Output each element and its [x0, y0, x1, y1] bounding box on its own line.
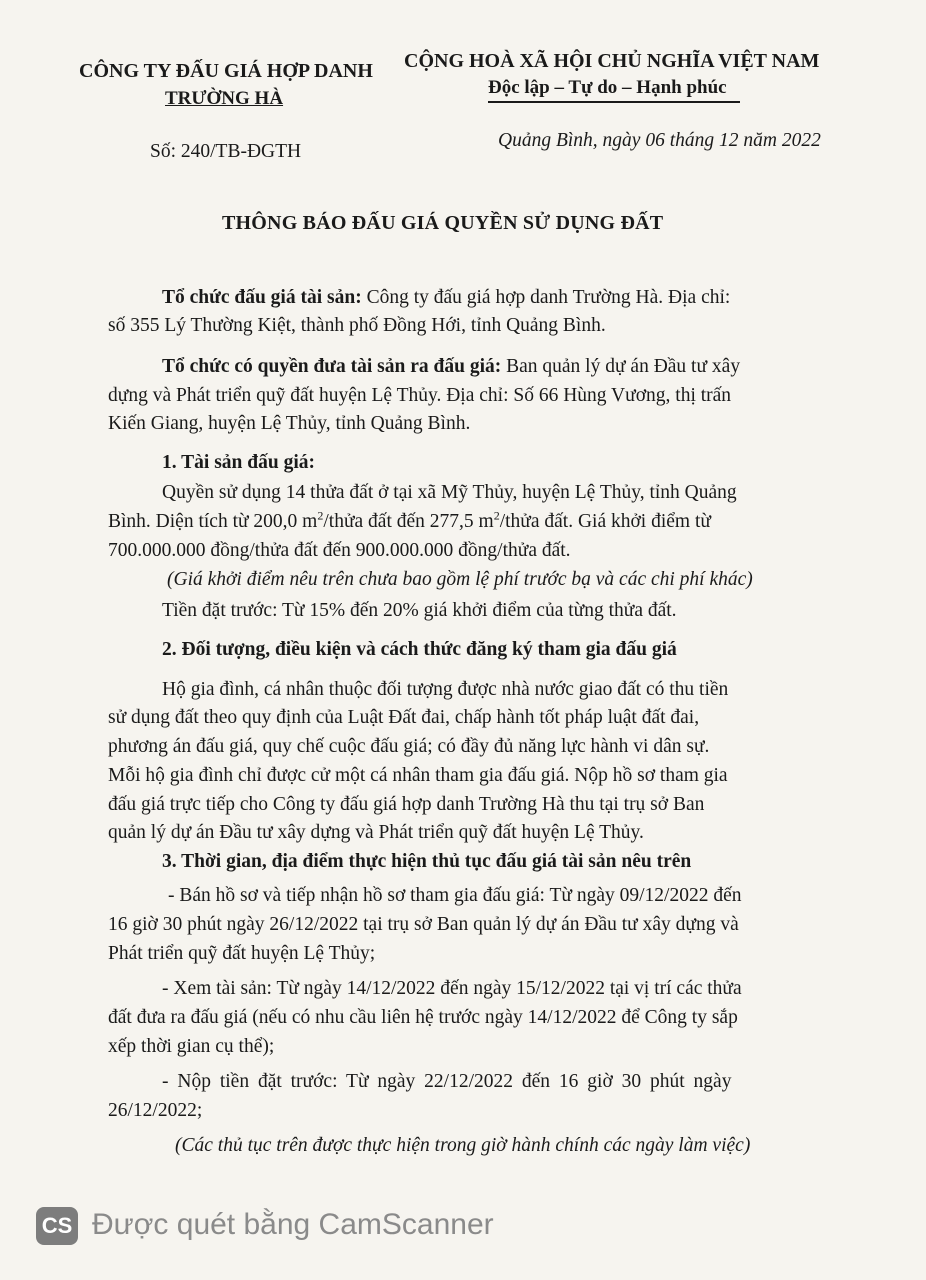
org-label: Tổ chức đấu giá tài sản: — [162, 287, 362, 308]
owner-line3: Kiến Giang, huyện Lệ Thủy, tỉnh Quảng Bình. — [108, 413, 471, 434]
section1-line1: Quyền sử dụng 14 thửa đất ở tại xã Mỹ Thủy, huyện Lệ Thủy, tỉnh Quảng — [162, 482, 737, 503]
section1-heading: 1. Tài sản đấu giá: — [162, 452, 315, 473]
section1-note: (Giá khởi điểm nêu trên chưa bao gồm lệ phí trước bạ và các chi phí khác) — [167, 569, 753, 590]
nation-title: CỘNG HOÀ XÃ HỘI CHỦ NGHĨA VIỆT NAM — [404, 50, 820, 72]
section1-deposit: Tiền đặt trước: Từ 15% đến 20% giá khởi điểm của từng thửa đất. — [162, 600, 677, 621]
section2-line: Mỗi hộ gia đình chỉ được cử một cá nhân tham gia đấu giá. Nộp hồ sơ tham gia — [108, 765, 728, 786]
org-line1-text: Công ty đấu giá hợp danh Trường Hà. Địa chỉ: — [361, 287, 731, 308]
owner-line1-text: Ban quản lý dự án Đầu tư xây — [501, 356, 741, 377]
place-date: Quảng Bình, ngày 06 tháng 12 năm 2022 — [498, 130, 821, 151]
section1-line2 — [108, 508, 711, 532]
owner-line2: dựng và Phát triển quỹ đất huyện Lệ Thủy. Địa chỉ: Số 66 Hùng Vương, thị trấn — [108, 385, 732, 406]
area-text-c: /thửa đất. Giá khởi điểm từ — [499, 511, 711, 532]
section2-line: đấu giá trực tiếp cho Công ty đấu giá hợp danh Trường Hà thu tại trụ sở Ban — [108, 794, 705, 815]
section2-line: quản lý dự án Đầu tư xây dựng và Phát triển quỹ đất huyện Lệ Thủy. — [108, 822, 644, 843]
section1-line3: 700.000.000 đồng/thửa đất đến 900.000.000 đồng/thửa đất. — [108, 540, 571, 561]
section3-item2-line: đất đưa ra đấu giá (nếu có nhu cầu liên hệ trước ngày 14/12/2022 để Công ty sắp — [108, 1007, 738, 1028]
section2-line: Hộ gia đình, cá nhân thuộc đối tượng được nhà nước giao đất có thu tiền — [162, 679, 729, 700]
area-text-b: /thửa đất đến 277,5 m — [323, 511, 494, 532]
section3-item3-line: 26/12/2022; — [108, 1100, 203, 1121]
section2-line: phương án đấu giá, quy chế cuộc đấu giá; có đầy đủ năng lực hành vi dân sự. — [108, 736, 710, 757]
area-sup-1: 2 — [317, 508, 324, 523]
org-line2: số 355 Lý Thường Kiệt, thành phố Đồng Hới, tỉnh Quảng Bình. — [108, 315, 606, 336]
motto-underline — [488, 101, 740, 103]
section3-item3-line: - Nộp tiền đặt trước: Từ ngày 22/12/2022 đến 16 giờ 30 phút ngày — [162, 1071, 732, 1092]
section2-line: sử dụng đất theo quy định của Luật Đất đai, chấp hành tốt pháp luật đất đai, — [108, 707, 700, 728]
area-text-a: Bình. Diện tích từ 200,0 m — [108, 511, 318, 532]
section2-heading: 2. Đối tượng, điều kiện và cách thức đăng ký tham gia đấu giá — [162, 639, 677, 660]
document-number: Số: 240/TB-ĐGTH — [150, 141, 302, 162]
nation-motto: Độc lập – Tự do – Hạnh phúc — [488, 77, 727, 98]
owner-label: Tổ chức có quyền đưa tài sản ra đấu giá: — [162, 356, 502, 377]
section3-item2-line: xếp thời gian cụ thể); — [108, 1036, 275, 1057]
camscanner-watermark-text: Được quét bằng CamScanner — [92, 1208, 494, 1241]
owner-line1 — [162, 357, 740, 377]
section3-note: (Các thủ tục trên được thực hiện trong giờ hành chính các ngày làm việc) — [175, 1135, 751, 1156]
camscanner-logo: CS — [36, 1207, 78, 1245]
section3-item1-line: - Bán hồ sơ và tiếp nhận hồ sơ tham gia đấu giá: Từ ngày 09/12/2022 đến — [168, 885, 742, 906]
org-line1 — [162, 288, 730, 308]
document-title: THÔNG BÁO ĐẤU GIÁ QUYỀN SỬ DỤNG ĐẤT — [222, 212, 664, 234]
section3-item2-line: - Xem tài sản: Từ ngày 14/12/2022 đến ngày 15/12/2022 tại vị trí các thửa — [162, 978, 742, 999]
area-sup-2: 2 — [493, 508, 500, 523]
section3-item1-line: Phát triển quỹ đất huyện Lệ Thủy; — [108, 943, 376, 964]
company-name-line2: TRƯỜNG HÀ — [165, 88, 284, 109]
company-name-line1: CÔNG TY ĐẤU GIÁ HỢP DANH — [79, 60, 373, 82]
section3-heading: 3. Thời gian, địa điểm thực hiện thủ tục đấu giá tài sản nêu trên — [162, 851, 692, 872]
section3-item1-line: 16 giờ 30 phút ngày 26/12/2022 tại trụ sở Ban quản lý dự án Đầu tư xây dựng và — [108, 914, 739, 935]
